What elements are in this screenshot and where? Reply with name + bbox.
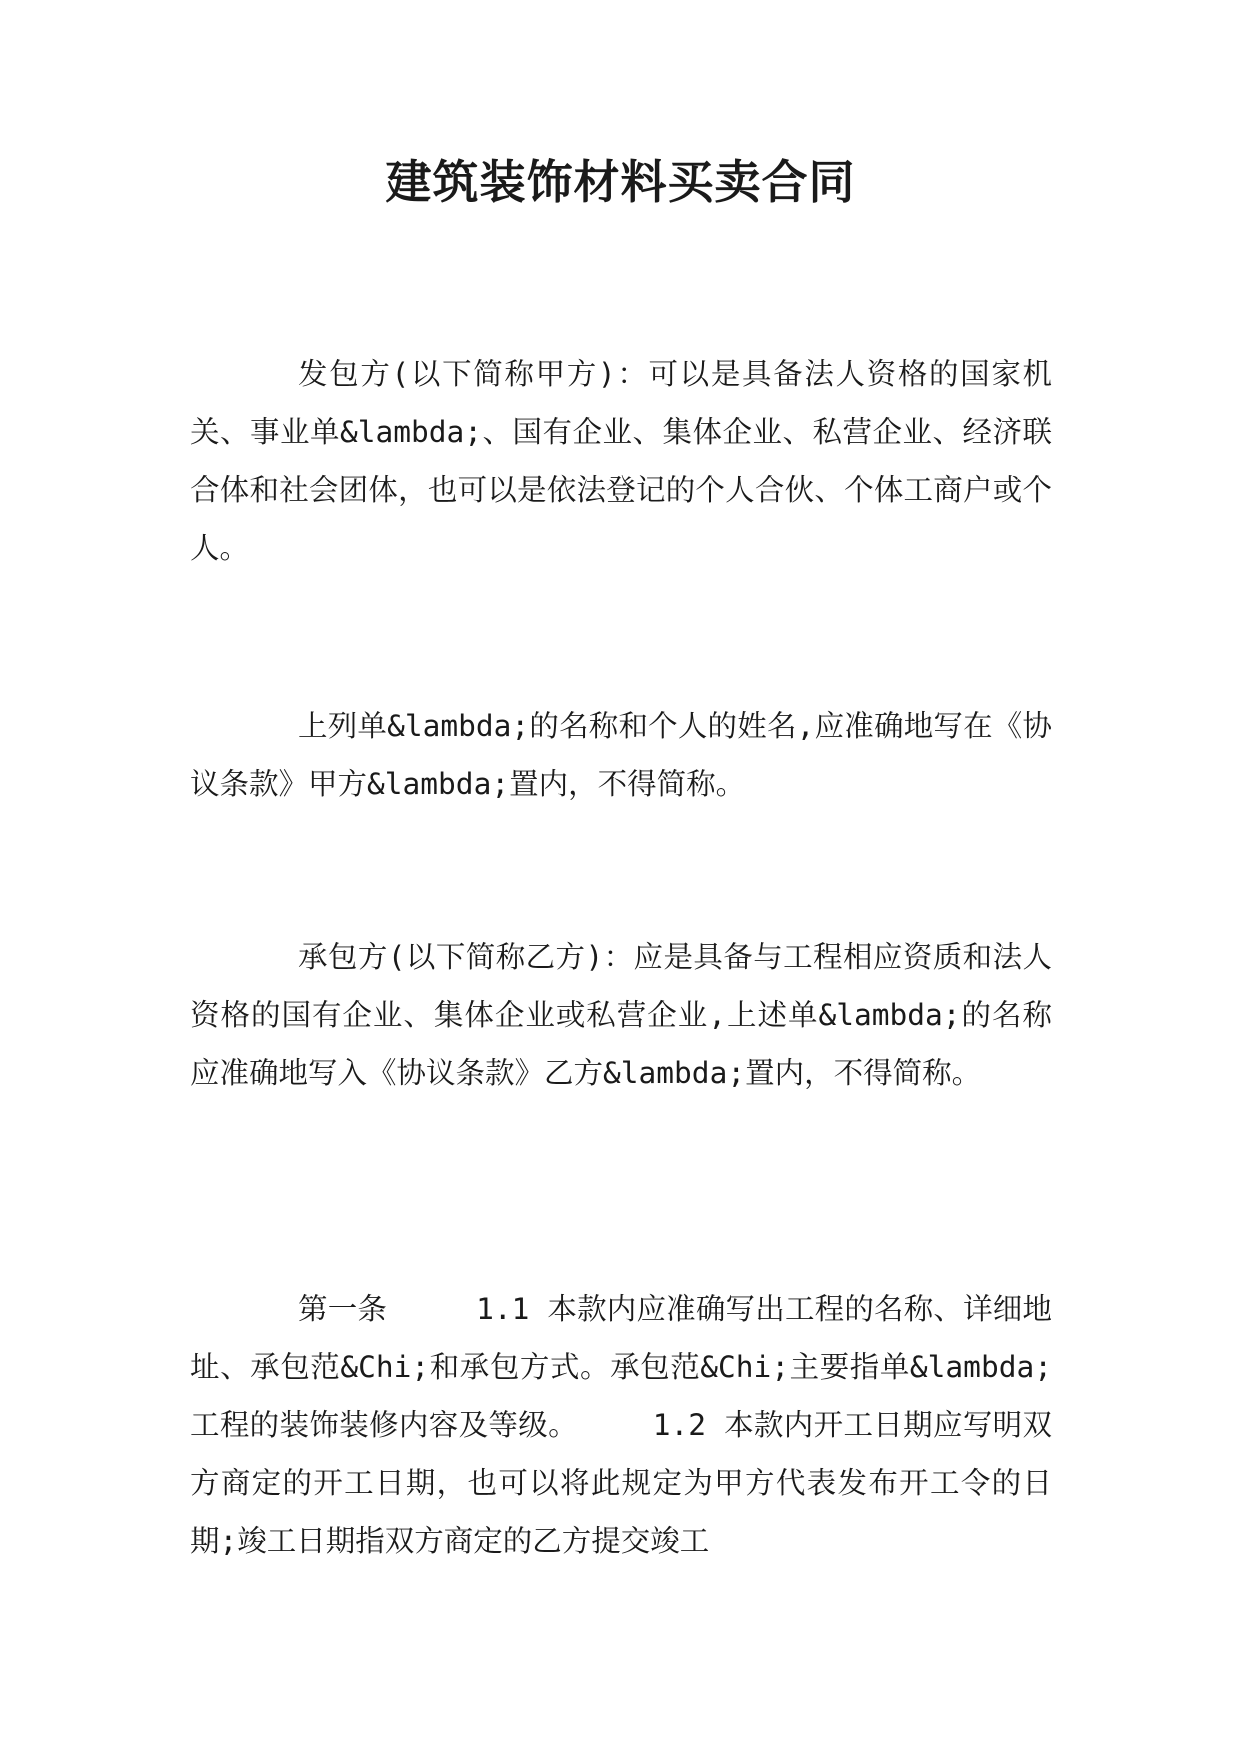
paragraph-name-requirement: 上列单&lambda;的名称和个人的姓名,应准确地写在《协议条款》甲方&lambda;置内，不得简称。 <box>190 709 1052 801</box>
paragraph-employer: 发包方(以下简称甲方)：可以是具备法人资格的国家机关、事业单&lambda;、国有企业、集体企业、私营企业、经济联合体和社会团体，也可以是依法登记的个人合伙、个体工商户或个人。 <box>190 357 1052 565</box>
paragraph-contractor: 承包方(以下简称乙方)：应是具备与工程相应资质和法人资格的国有企业、集体企业或私营企业,上述单&lambda;的名称应准确地写入《协议条款》乙方&lambda;置内，不得简称。 <box>190 940 1052 1090</box>
document-title: 建筑装饰材料买卖合同 <box>385 155 856 209</box>
paragraph-article-one: 第一条 1.1 本款内应准确写出工程的名称、详细地址、承包范&Chi;和承包方式。承包范&Chi;主要指单&lambda;工程的装饰装修内容及等级。 1.2 本款内开工日期应写明双方商定的开工日期，也可以将此规定为甲方代表发布开工令的日期;竣工日期指双方商定的乙方提交竣工 <box>190 1292 1052 1558</box>
